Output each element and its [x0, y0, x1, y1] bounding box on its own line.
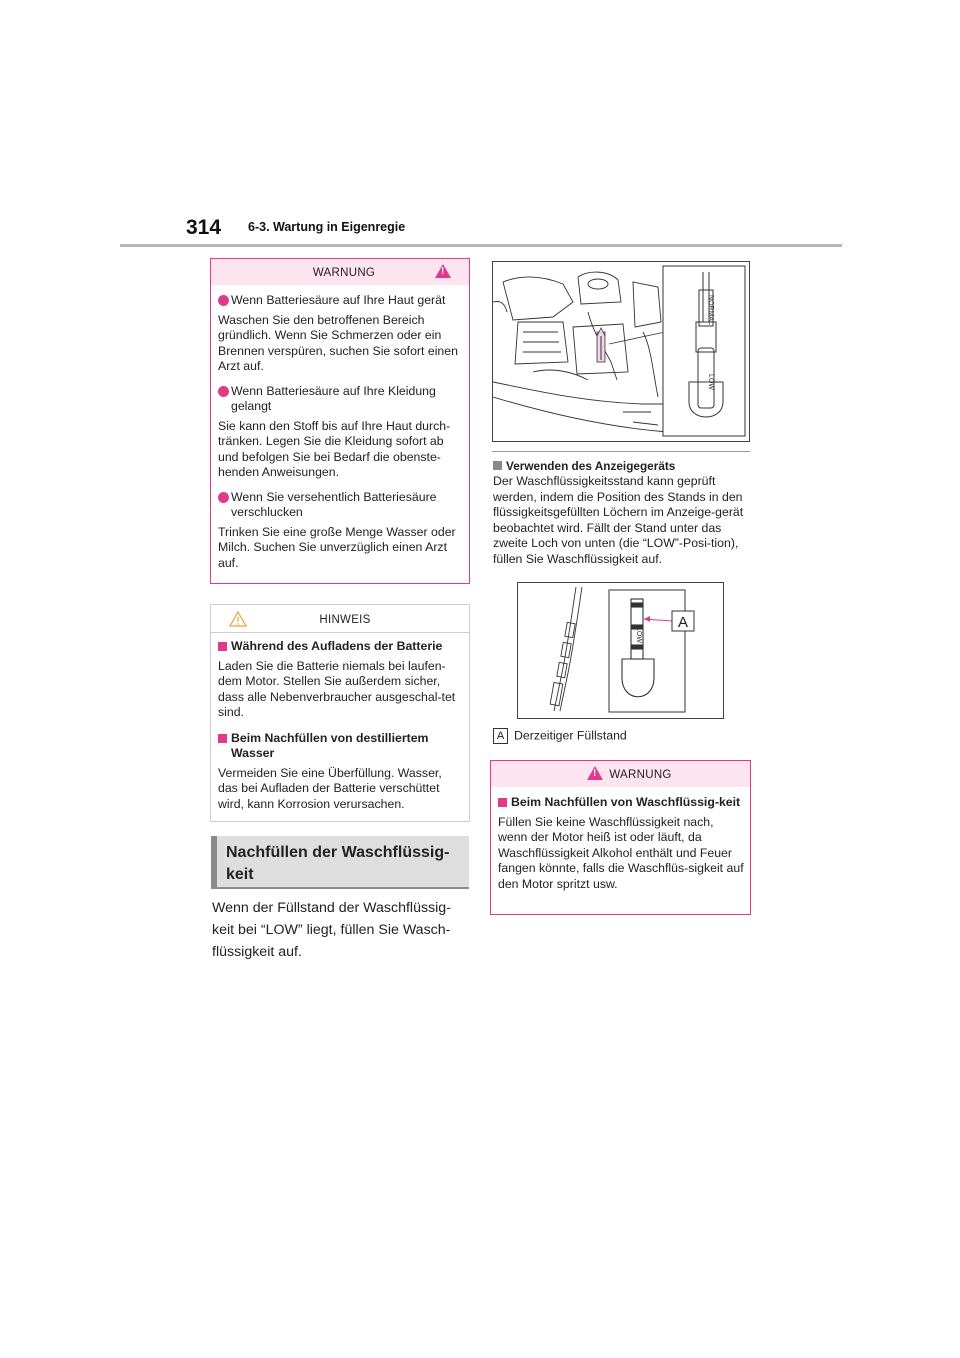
- item-title: Beim Nachfüllen von destilliertem Wasser: [231, 730, 429, 760]
- item-text: Vermeiden Sie eine Überfüllung. Wasser, das bei Aufladen der Batterie verschüttet wird, kann Korrosion verursachen.: [218, 765, 442, 811]
- item-text: Laden Sie die Batterie niemals bei laufen-dem Motor. Stellen Sie außerdem sicher, dass alle Nebenverbraucher ausgeschal-tet sind.: [218, 658, 456, 719]
- list-item: [218, 490, 463, 521]
- warning-box-battery-acid: [210, 258, 470, 584]
- legend-key: A: [493, 728, 508, 744]
- warning-label: WARNUNG: [312, 267, 376, 279]
- section-intro: Wenn der Füllstand der Waschflüssig-keit bei “LOW” liegt, füllen Sie Wasch-flüssigkeit auf.: [212, 900, 451, 960]
- item-title: Beim Nachfüllen von Waschflüssig-keit: [511, 795, 741, 809]
- engine-bay-drawing: [493, 262, 750, 442]
- gauge-drawing: [518, 583, 724, 719]
- page-number: 314: [186, 216, 222, 239]
- notice-box: [210, 604, 470, 822]
- subsection-title: Verwenden des Anzeigegeräts: [506, 459, 676, 473]
- header-divider: [120, 244, 842, 247]
- bullet-icon: [218, 492, 229, 503]
- list-item: [218, 293, 463, 309]
- low-label: LOW: [707, 374, 714, 390]
- section-title: Nachfüllen der Waschflüssig-keit: [226, 844, 450, 883]
- warning-header: [491, 761, 750, 787]
- warning-box-washer-fluid: [490, 760, 751, 915]
- figure-legend: [493, 728, 627, 744]
- list-item: [218, 731, 463, 762]
- list-item: [218, 384, 463, 415]
- bullet-icon: [218, 734, 227, 743]
- subsection-text: Der Waschflüssigkeitsstand kann geprüft werden, indem die Position des Stands in den flüssigkeitsgefüllten Löchern im Anzeige-gerät beobachtet wird. Fällt der Stand unter das zweite Loch von unten (die “LOW”-Posi-tion), füllen Sie Waschflüssigkeit auf.: [493, 474, 744, 566]
- item-text: Füllen Sie keine Waschflüssigkeit nach, wenn der Motor heiß ist oder läuft, da Waschflüssigkeit Alkohol enthält und Feuer fangen könnte, falls die Waschflüs-sigkeit auf den Motor spritzt usw.: [498, 814, 744, 891]
- subsection-divider: [492, 451, 750, 452]
- bullet-icon: [218, 295, 229, 306]
- low-label: LOW: [635, 627, 642, 643]
- bullet-icon: [498, 798, 507, 807]
- subsection-heading: [493, 459, 675, 473]
- item-title: Wenn Sie versehentlich Batteriesäure verschlucken: [231, 489, 437, 519]
- list-item: [498, 795, 744, 811]
- notice-header: [211, 605, 469, 633]
- bullet-icon: [493, 461, 502, 470]
- item-title: Während des Aufladens der Batterie: [231, 639, 443, 653]
- callout-label: A: [677, 614, 689, 631]
- normal-label: NORMAL: [707, 295, 714, 325]
- item-title: Wenn Batteriesäure auf Ihre Kleidung gelangt: [231, 383, 436, 413]
- gauge-illustration: [517, 582, 724, 719]
- item-text: Waschen Sie den betroffenen Bereich gründlich. Wenn Sie Schmerzen oder ein Brennen verspüren, suchen Sie sofort einen Arzt auf.: [218, 312, 458, 373]
- section-heading: [211, 836, 469, 889]
- notice-label: HINWEIS: [319, 614, 371, 626]
- notice-body: [211, 633, 469, 820]
- chapter-title: 6-3. Wartung in Eigenregie: [248, 220, 406, 234]
- warning-label: WARNUNG: [609, 769, 672, 781]
- item-text: Trinken Sie eine große Menge Wasser oder Milch. Suchen Sie unverzüglich einen Arzt auf.: [218, 524, 456, 570]
- warning-header: [211, 259, 469, 285]
- list-item: [218, 639, 463, 655]
- bullet-icon: [218, 386, 229, 397]
- warning-body: [211, 285, 469, 579]
- item-text: Sie kann den Stoff bis auf Ihre Haut durch-tränken. Legen Sie die Kleidung sofort ab und befolgen Sie bei Bedarf die obenste-henden Anweisungen.: [218, 418, 451, 479]
- bullet-icon: [218, 642, 227, 651]
- engine-bay-illustration: [492, 261, 750, 442]
- item-title: Wenn Batteriesäure auf Ihre Haut gerät: [231, 293, 446, 307]
- warning-body: [491, 787, 750, 900]
- legend-text: Derzeitiger Füllstand: [514, 728, 627, 743]
